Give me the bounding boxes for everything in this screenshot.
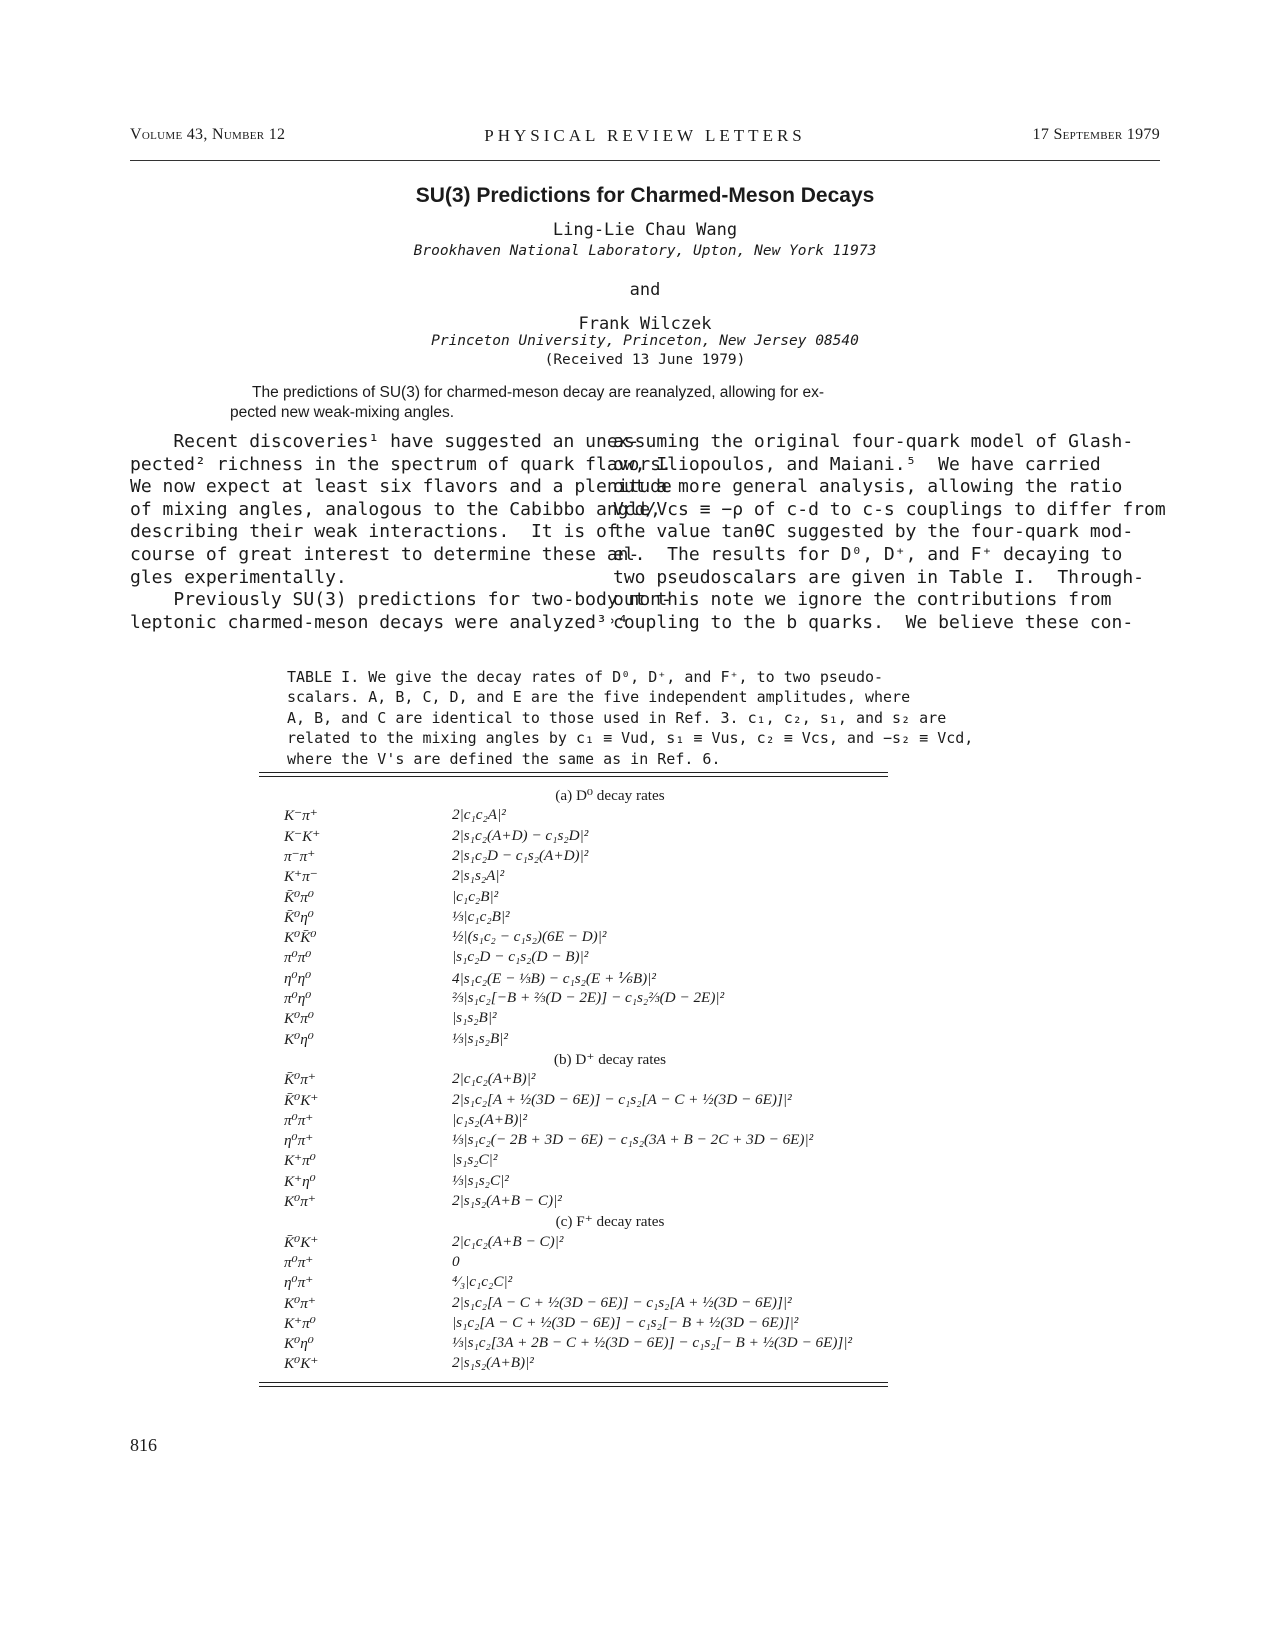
body-line: gles experimentally. [130,566,347,588]
decay-rate: ⅔|s₁c₂[−B + ⅔(D − 2E)] − c₁s₂⅔(D − 2E)|² [452,989,725,1006]
decay-channel: π⁰π⁺ [284,1253,314,1271]
table-section-title: (c) F⁺ decay rates [555,1213,665,1231]
decay-channel: K⁰η⁰ [284,1335,314,1353]
table-row [284,1030,904,1050]
body-line: the value tanθC suggested by the four-quark mod- [613,521,1134,543]
running-header [130,126,1160,150]
decay-rate: 2|s₁c₂D − c₁s₂(A+D)|² [452,846,589,864]
body-line: el. The results for D⁰, D⁺, and F⁺ decaying to [613,543,1123,565]
received-date: (Received 13 June 1979) [544,352,746,368]
journal-name: PHYSICAL REVIEW LETTERS [484,126,806,145]
table-row [284,827,904,847]
volume-number: Volume 43, Number 12 [130,126,286,143]
author-affiliation-2: Princeton University, Princeton, New Jersey 08540 [431,333,859,349]
table-row [284,806,904,826]
table-row [284,928,904,948]
body-line: assuming the original four-quark model of Glash- [613,431,1134,452]
decay-channel: K⁰π⁰ [284,1010,314,1028]
decay-rate: ⅓|c₁c₂B|² [452,907,510,925]
decay-rate: 2|s₁c₂[A + ½(3D − 6E)] − c₁s₂[A − C + ½(3D − 6E)]|² [452,1090,792,1108]
body-line: We now expect at least six flavors and a plenitude [130,476,672,498]
caption-line: TABLE I. We give the decay rates of D⁰, D⁺, and F⁺, to two pseudo- [287,668,884,686]
decay-rate: ⅓|s₁s₂B|² [452,1029,508,1047]
abstract [230,383,952,423]
body-line: Previously SU(3) predictions for two-body non- [130,589,672,611]
issue-date: 17 September 1979 [1032,126,1160,143]
decay-rate: |s₁c₂D − c₁s₂(D − B)|² [452,948,589,966]
table-caption [287,667,974,769]
decay-rate: 2|c₁c₂A|² [452,806,506,824]
decay-channel: K̄⁰K⁺ [284,1091,319,1109]
decay-channel: K⁻K⁺ [284,827,321,845]
decay-channel: K̄⁰π⁺ [284,1071,316,1089]
body-line: two pseudoscalars are given in Table I. Through- [613,566,1145,588]
author-conjunction: and [629,280,661,300]
decay-rate: 2|s₁c₂[A − C + ½(3D − 6E)] − c₁s₂[A + ½(3D − 6E)]|² [452,1293,792,1311]
decay-rate: ⅓|s₁c₂[3A + 2B − C + ½(3D − 6E)] − c₁s₂[− B + ½(3D − 6E)]|² [452,1334,853,1352]
decay-channel: K⁺π⁻ [284,868,318,886]
table-row [284,1151,904,1171]
body-line: describing their weak interactions. It is of [130,521,618,543]
decay-rate: 0 [452,1252,460,1270]
page-number: 816 [130,1435,157,1455]
decay-rate: |s₁s₂C|² [452,1151,498,1169]
decay-channel: K⁰π⁺ [284,1294,316,1312]
caption-line: related to the mixing angles by c₁ ≡ Vud, s₁ ≡ Vus, c₂ ≡ Vcs, and −s₂ ≡ Vcd, [287,729,974,748]
table-row [284,969,904,989]
table-row [284,1294,904,1314]
caption-line: scalars. A, B, C, D, and E are the five independent amplitudes, where [287,688,911,707]
decay-channel: K⁰η⁰ [284,1030,314,1048]
header-rule [130,160,1160,161]
table-row [284,1253,904,1273]
table-row [284,1131,904,1151]
table-row [284,847,904,867]
table-row [284,1091,904,1111]
table-row [284,1070,904,1090]
body-line: pected² richness in the spectrum of quark flavors. [130,453,672,475]
body-line: out this note we ignore the contributions from [613,589,1112,611]
decay-channel: η⁰π⁺ [284,1132,314,1150]
decay-rate: |s₁s₂B|² [452,1009,497,1027]
table-row [284,1111,904,1131]
decay-rate: 2|s₁c₂(A+D) − c₁s₂D|² [452,826,589,844]
table-row [284,867,904,887]
decay-rate: 2|s₁s₂(A+B − C)|² [452,1192,562,1209]
decay-channel: K⁻π⁺ [284,807,318,825]
table-row [284,948,904,968]
body-line: Vcd/Vcs ≡ −ρ of c-d to c-s couplings to differ from [613,498,1166,520]
decay-channel: K⁰π⁺ [284,1193,316,1210]
table-section-title: (b) D⁺ decay rates [553,1050,667,1068]
article-title: SU(3) Predictions for Charmed-Meson Decays [415,184,875,207]
decay-channel: π⁰η⁰ [284,990,312,1007]
decay-channel: π⁰π⁰ [284,949,312,967]
decay-channel: K⁺η⁰ [284,1172,316,1190]
decay-rate: ½|(s₁c₂ − c₁s₂)(6E − D)|² [452,928,607,946]
decay-channel: π⁻π⁺ [284,847,316,865]
decay-channel: η⁰π⁺ [284,1274,314,1292]
body-line: leptonic charmed-meson decays were analyzed³˒⁴ [130,611,629,633]
decay-rate: ⅓|s₁c₂(− 2B + 3D − 6E) − c₁s₂(3A + B − 2C + 3D − 6E)|² [452,1131,814,1149]
decay-channel: K̄⁰π⁰ [284,888,314,906]
body-column-left [130,431,672,634]
table-row [284,1172,904,1192]
table-row [284,1334,904,1354]
abstract-line: pected new weak-mixing angles. [230,404,455,421]
decay-channel: K⁺π⁰ [284,1314,316,1332]
table-row [284,1192,904,1212]
table-row [284,1314,904,1334]
decay-channel: K̄⁰K⁺ [284,1233,319,1251]
table-row [284,1354,904,1374]
table-top-rule [259,772,888,777]
decay-channel: π⁰π⁺ [284,1111,314,1129]
table-section-title: (a) D⁰ decay rates [555,787,665,804]
table-row [284,908,904,928]
decay-rate: 2|s₁s₂(A+B)|² [452,1354,534,1372]
table-row [284,1273,904,1293]
table-row [284,1009,904,1029]
body-line: course of great interest to determine these an- [130,543,640,565]
decay-channel: K⁰K̄⁰ [284,929,317,947]
caption-line: A, B, and C are identical to those used in Ref. 3. c₁, c₂, s₁, and s₂ are [287,708,947,727]
decay-rate: ⅓|s₁s₂C|² [452,1171,509,1189]
author-name-1: Ling-Lie Chau Wang [552,220,738,240]
decay-rate: 4|s₁c₂(E − ⅓B) − c₁s₂(E + ⅙B)|² [452,969,656,987]
body-line: Recent discoveries¹ have suggested an unex- [130,431,640,452]
decay-channel: K̄⁰η⁰ [284,908,314,926]
abstract-line: The predictions of SU(3) for charmed-meson decay are reanalyzed, allowing for ex- [252,384,825,401]
body-column-right [613,431,1166,634]
decay-rate: |s₁c₂[A − C + ½(3D − 6E)] − c₁s₂[− B + ½(3D − 6E)]|² [452,1313,799,1331]
decay-channel: K⁺π⁰ [284,1152,316,1170]
table-row [284,888,904,908]
decay-channel: η⁰η⁰ [284,969,312,987]
decay-rate: 2|c₁c₂(A+B − C)|² [452,1232,564,1250]
body-line: of mixing angles, analogous to the Cabibbo angle, [130,498,662,520]
table-bottom-rule [259,1382,888,1387]
decay-rate: |c₁c₂B|² [452,887,499,905]
decay-rate: ⁴⁄₃|c₁c₂C|² [452,1273,513,1291]
decay-rate: |c₁s₂(A+B)|² [452,1110,528,1128]
author-affiliation-1: Brookhaven National Laboratory, Upton, New York 11973 [413,243,877,259]
table-row [284,1233,904,1253]
body-line: ow, Iliopoulos, and Maiani.⁵ We have carried [613,453,1101,475]
author-name-2: Frank Wilczek [578,314,712,334]
decay-rate: 2|s₁s₂A|² [452,867,505,885]
table-row [284,989,904,1009]
body-line: out a more general analysis, allowing the ratio [613,476,1123,498]
decay-rate: 2|c₁c₂(A+B)|² [452,1070,536,1088]
decay-channel: K⁰K⁺ [284,1355,319,1373]
body-line: coupling to the b quarks. We believe these con- [613,611,1134,633]
caption-line: where the V's are defined the same as in Ref. 6. [287,749,721,768]
